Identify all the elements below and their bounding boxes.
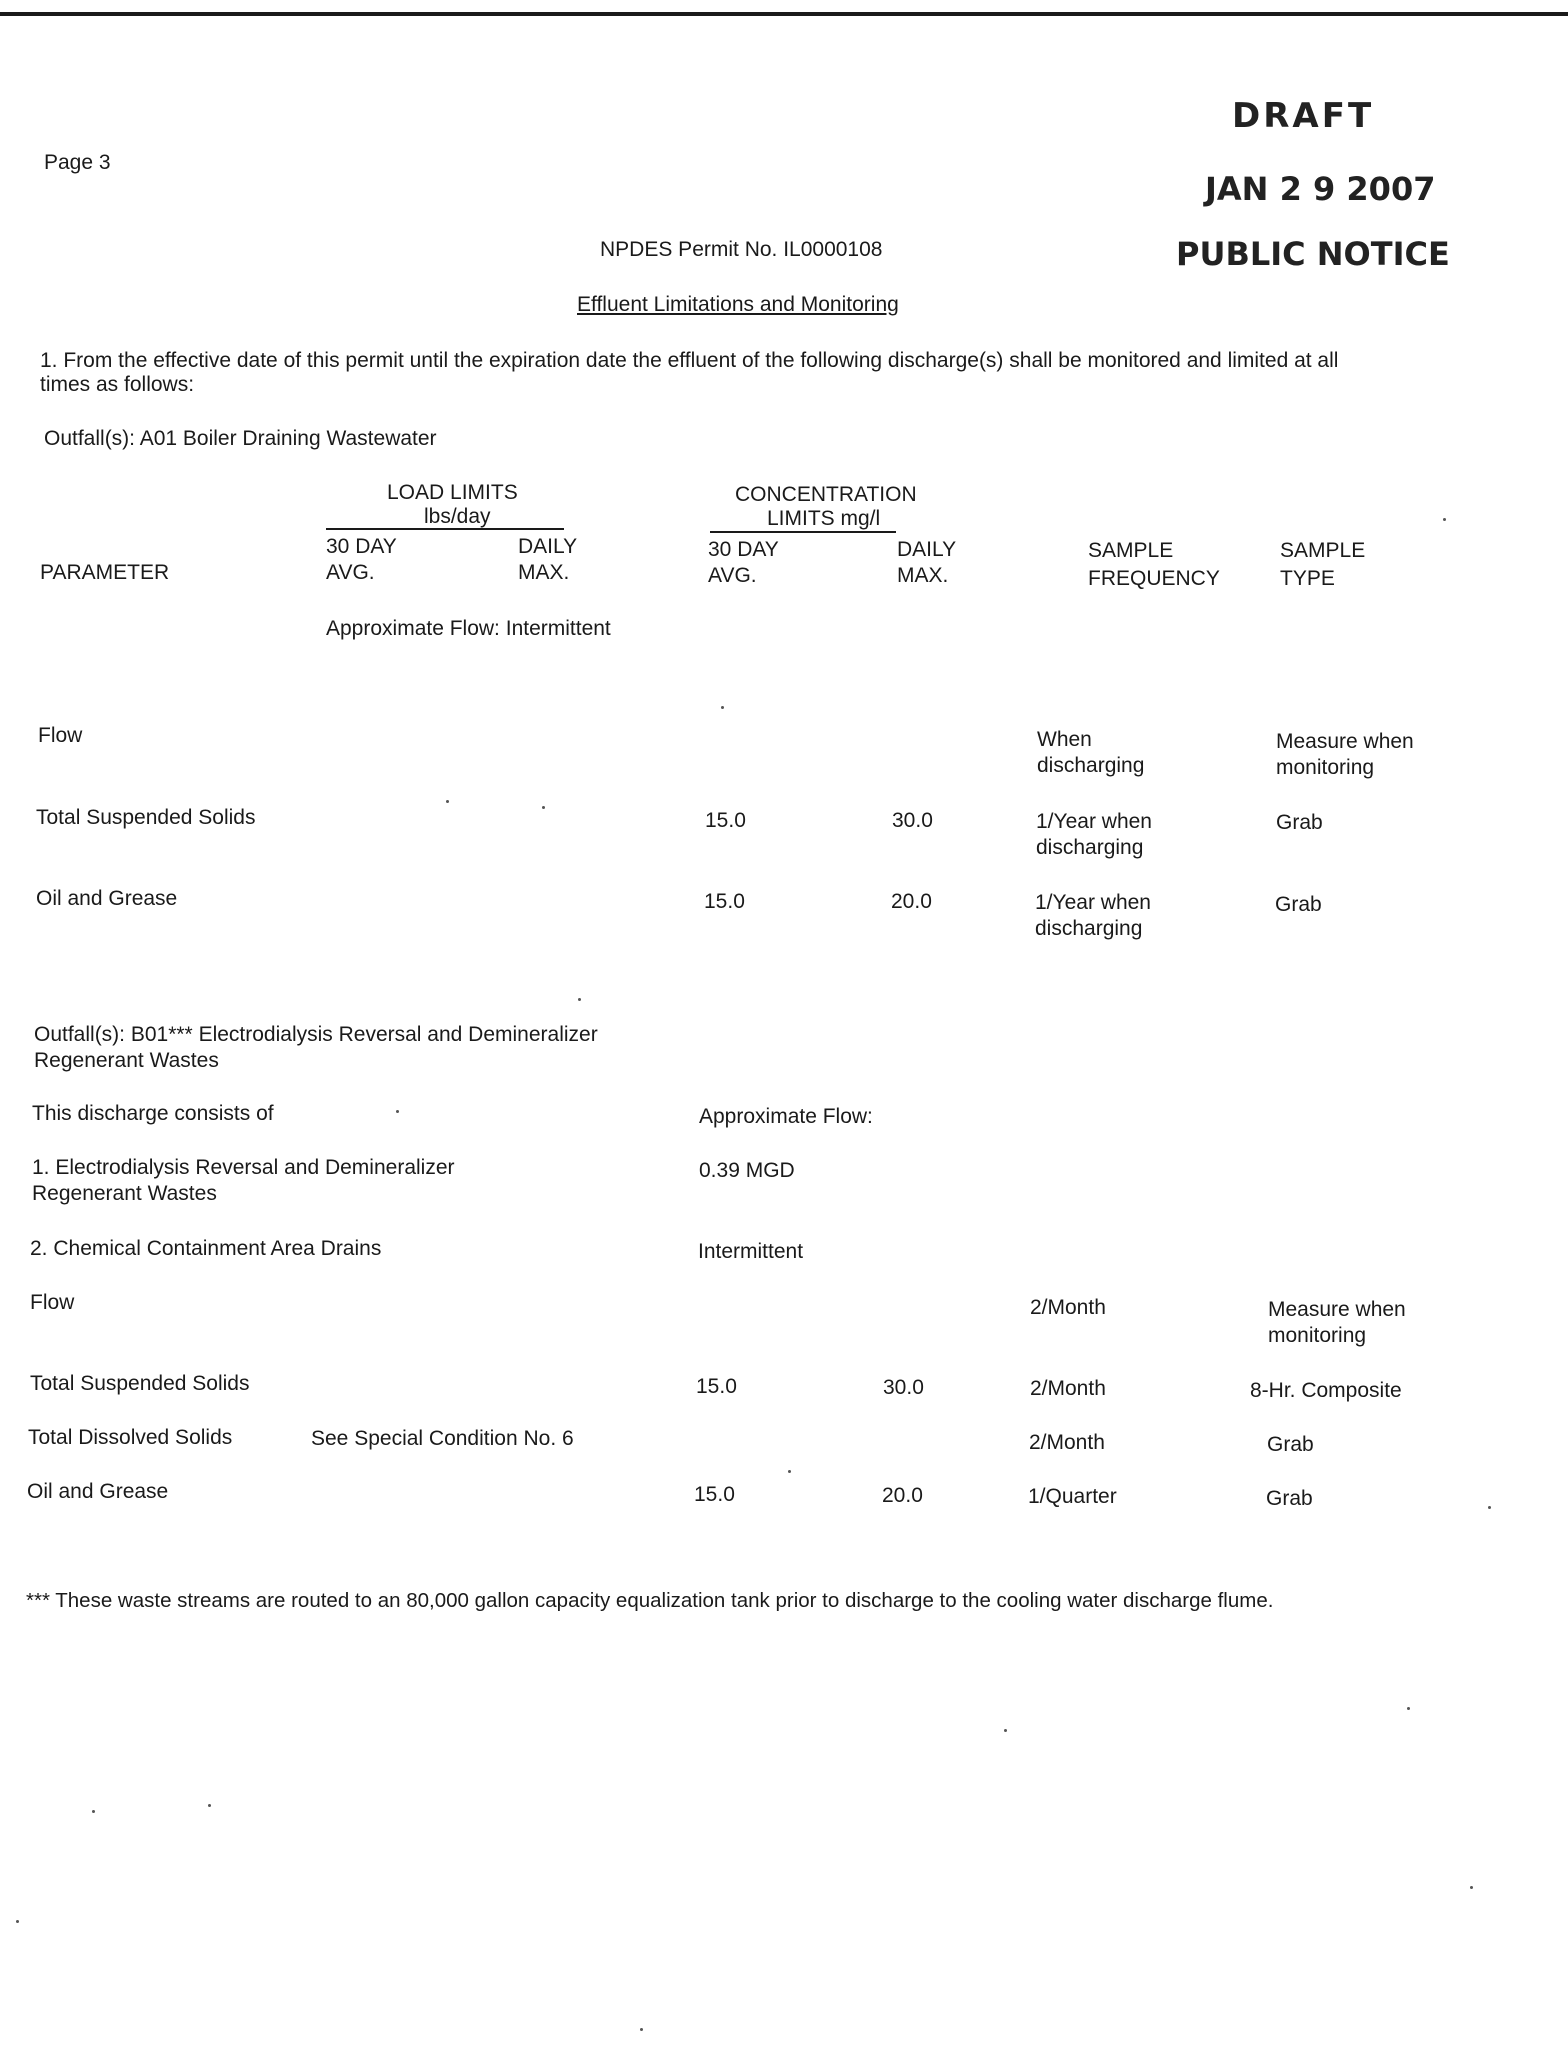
intro-paragraph: 1. From the effective date of this permit until the expiration date the effluent of the following discharge(s) shall be monitored and limited at all times as follows: [40, 349, 1339, 396]
scan-speck [578, 998, 581, 1001]
table-row-param: Flow [30, 1291, 75, 1314]
table-row-param: Total Suspended Solids [36, 806, 256, 829]
load-limits-header: LOAD LIMITS [387, 481, 518, 504]
scan-speck [1407, 1707, 1410, 1710]
scan-speck [446, 800, 449, 803]
table-row-note: See Special Condition No. 6 [311, 1427, 574, 1450]
scan-speck [788, 1470, 791, 1473]
load-units-underline [326, 528, 564, 530]
outfall-a-title: Outfall(s): A01 Boiler Draining Wastewater [44, 427, 437, 450]
page-number: Page 3 [44, 151, 111, 174]
sample-type-header: SAMPLE TYPE [1280, 539, 1366, 590]
component-item: 2. Chemical Containment Area Drains [30, 1237, 382, 1260]
scan-speck [640, 2028, 643, 2031]
scan-speck [92, 1810, 95, 1813]
parameter-header: PARAMETER [40, 561, 170, 584]
outfall-b-approx-flow-label: Approximate Flow: [699, 1105, 873, 1128]
conc-daily-max-header: DAILY MAX. [897, 538, 957, 587]
table-row-conc-max: 30.0 [883, 1376, 924, 1399]
scan-speck [208, 1804, 211, 1807]
table-row-type: 8-Hr. Composite [1250, 1379, 1402, 1402]
table-row-param: Total Suspended Solids [30, 1372, 250, 1395]
table-row-conc-avg: 15.0 [696, 1375, 737, 1398]
sample-frequency-header: SAMPLE FREQUENCY [1088, 539, 1220, 590]
footnote: *** These waste streams are routed to an 80,000 gallon capacity equalization tank prior to discharge to the cooling water discharge flume. [26, 1589, 1274, 1612]
scan-speck [1470, 1886, 1473, 1889]
component-flow: 0.39 MGD [699, 1159, 795, 1182]
table-row-frequency: 1/Year when discharging [1036, 810, 1152, 859]
scan-speck [396, 1110, 399, 1113]
table-row-frequency: 2/Month [1029, 1431, 1105, 1454]
section-title: Effluent Limitations and Monitoring [577, 293, 899, 316]
table-row-frequency: 1/Quarter [1028, 1485, 1117, 1508]
table-row-conc-avg: 15.0 [705, 809, 746, 832]
scan-speck [542, 806, 545, 809]
table-row-frequency: 2/Month [1030, 1296, 1106, 1319]
table-row-conc-avg: 15.0 [694, 1483, 735, 1506]
table-row-frequency: 1/Year when discharging [1035, 891, 1151, 940]
permit-number: NPDES Permit No. IL0000108 [600, 238, 883, 261]
concentration-header: CONCENTRATION [735, 483, 917, 506]
scan-speck [721, 706, 724, 709]
public-notice-stamp: PUBLIC NOTICE [1176, 235, 1450, 273]
conc-30day-avg-header: 30 DAY AVG. [708, 538, 779, 587]
scan-speck [1443, 518, 1446, 521]
scan-speck [16, 1920, 19, 1923]
stamp-date: JAN 2 9 2007 [1205, 170, 1436, 208]
table-row-type: Grab [1267, 1433, 1314, 1456]
table-row-param: Total Dissolved Solids [28, 1426, 233, 1449]
outfall-b-title: Outfall(s): B01*** Electrodialysis Reversal and Demineralizer Regenerant Wastes [34, 1023, 598, 1072]
component-item: 1. Electrodialysis Reversal and Demineralizer Regenerant Wastes [32, 1156, 455, 1205]
load-daily-max-header: DAILY MAX. [518, 535, 578, 584]
table-row-frequency: When discharging [1037, 728, 1145, 777]
table-row-conc-avg: 15.0 [704, 890, 745, 913]
concentration-units-underline [710, 531, 896, 533]
table-row-type: Grab [1275, 893, 1322, 916]
table-row-conc-max: 20.0 [891, 890, 932, 913]
table-row-type: Grab [1276, 811, 1323, 834]
table-row-param: Flow [38, 724, 83, 747]
table-row-frequency: 2/Month [1030, 1377, 1106, 1400]
scan-speck [1488, 1506, 1491, 1509]
table-row-type: Measure when monitoring [1276, 730, 1414, 779]
concentration-units: LIMITS mg/l [767, 507, 881, 530]
table-row-conc-max: 20.0 [882, 1484, 923, 1507]
table-row-type: Measure when monitoring [1268, 1298, 1406, 1347]
table-row-type: Grab [1266, 1487, 1313, 1510]
load-units: lbs/day [424, 505, 491, 528]
discharge-consists-of: This discharge consists of [32, 1102, 274, 1125]
draft-stamp: DRAFT [1232, 96, 1375, 136]
top-border-line [0, 12, 1568, 16]
table-row-param: Oil and Grease [27, 1480, 169, 1503]
scan-speck [1004, 1729, 1007, 1732]
table-row-conc-max: 30.0 [892, 809, 933, 832]
outfall-a-approx-flow: Approximate Flow: Intermittent [326, 617, 611, 640]
load-30day-avg-header: 30 DAY AVG. [326, 535, 397, 584]
table-row-param: Oil and Grease [36, 887, 178, 910]
component-flow: Intermittent [698, 1240, 804, 1263]
